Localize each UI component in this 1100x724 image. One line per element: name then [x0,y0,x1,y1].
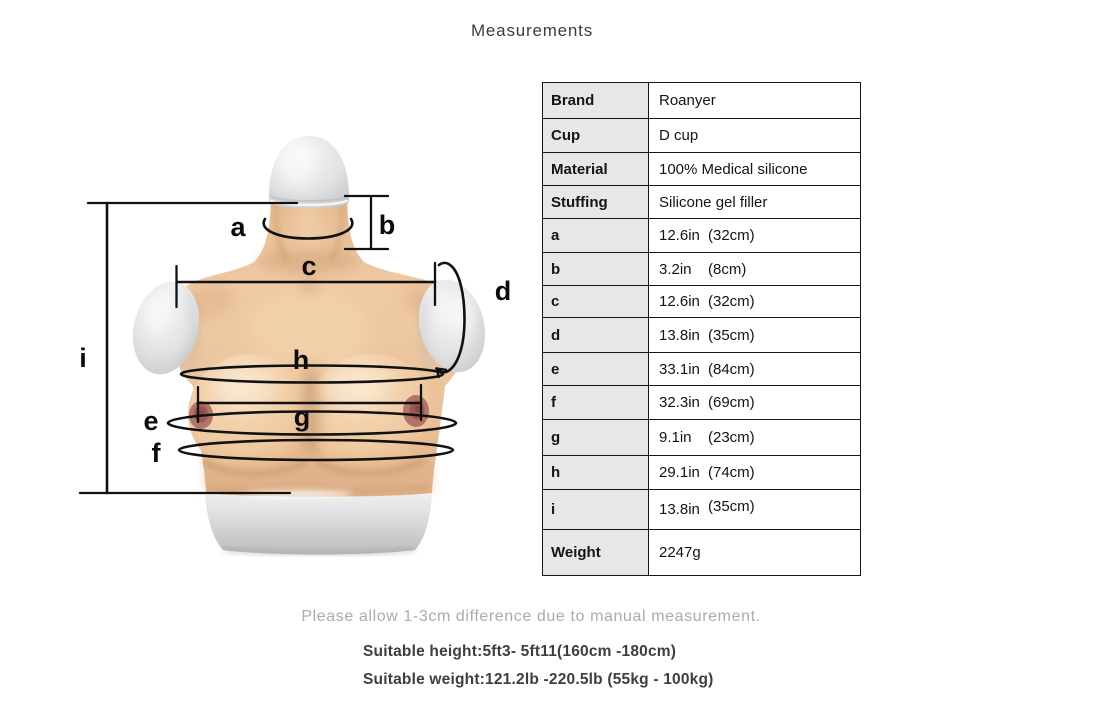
value-inches: 33.1in [659,360,700,378]
row-label: Material [543,153,649,186]
neck-cap [269,136,349,208]
table-row-material [543,153,861,186]
value-inches: 12.6in [659,293,700,310]
table-row-c [543,286,861,318]
suitable-height-note: Suitable height:5ft3- 5ft11(160cm -180cm) [363,643,677,660]
row-value: 100% Medical silicone [649,153,861,186]
label-g: g [293,402,311,432]
label-f: f [151,438,161,468]
row-label: Weight [543,530,649,576]
table-row-brand [543,83,861,119]
value-cm: (84cm) [708,360,755,378]
row-value [649,318,861,353]
row-value [649,353,861,386]
table-row-stuffing [543,186,861,219]
row-label: Stuffing [543,186,649,219]
label-e: e [143,406,159,436]
table-row-i [543,490,861,530]
table-row-cup [543,119,861,153]
label-b: b [378,210,396,240]
value-inches: 32.3in [659,394,700,411]
row-value [649,253,861,286]
label-h: h [292,345,310,375]
row-label: i [543,490,649,530]
row-label: g [543,420,649,456]
value-cm: (32cm) [708,227,755,244]
row-label: Cup [543,119,649,153]
page-title: Measurements [470,21,594,40]
row-value: Silicone gel filler [649,186,861,219]
row-value [649,286,861,318]
areola-right [403,395,429,427]
row-label: h [543,456,649,490]
label-c: c [301,251,317,281]
breasts [188,354,436,493]
value-cm: (69cm) [708,394,755,411]
row-value [649,420,861,456]
table-row-b [543,253,861,286]
pedestal-base [205,491,432,555]
row-value [649,386,861,420]
row-value [649,490,861,530]
row-label: c [543,286,649,318]
row-value: Roanyer [649,83,861,119]
row-label: d [543,318,649,353]
label-d: d [494,276,512,306]
measurement-disclaimer: Please allow 1-3cm difference due to manual measurement. [301,608,761,625]
row-label: b [543,253,649,286]
table-row-g [543,420,861,456]
label-a: a [230,212,246,242]
value-inches: 3.2in [659,260,692,278]
value-inches: 9.1in [659,429,692,446]
row-label: Brand [543,83,649,119]
table-row-f [543,386,861,420]
spec-table [542,82,861,576]
table-row-h [543,456,861,490]
value-cm: (23cm) [708,429,755,446]
value-cm: (32cm) [708,293,755,310]
row-label: a [543,219,649,253]
suitable-weight-note: Suitable weight:121.2lb -220.5lb (55kg - 100kg) [363,671,714,688]
value-cm: (35cm) [708,498,755,515]
row-label: e [543,353,649,386]
value-cm: (8cm) [708,260,747,278]
row-value: D cup [649,119,861,153]
label-i: i [79,343,87,373]
value-inches: 29.1in [659,464,700,481]
table-row-d [543,318,861,353]
row-value [649,219,861,253]
value-inches: 13.8in [659,501,700,518]
value-inches: 13.8in [659,326,700,344]
value-inches: 12.6in [659,227,700,244]
table-row-e [543,353,861,386]
value-cm: (35cm) [708,326,755,344]
table-row-weight [543,530,861,576]
table-row-a [543,219,861,253]
value-cm: (74cm) [708,464,755,481]
product-measurement-photo [0,0,540,620]
row-label: f [543,386,649,420]
row-value [649,456,861,490]
row-value: 2247g [649,530,861,576]
